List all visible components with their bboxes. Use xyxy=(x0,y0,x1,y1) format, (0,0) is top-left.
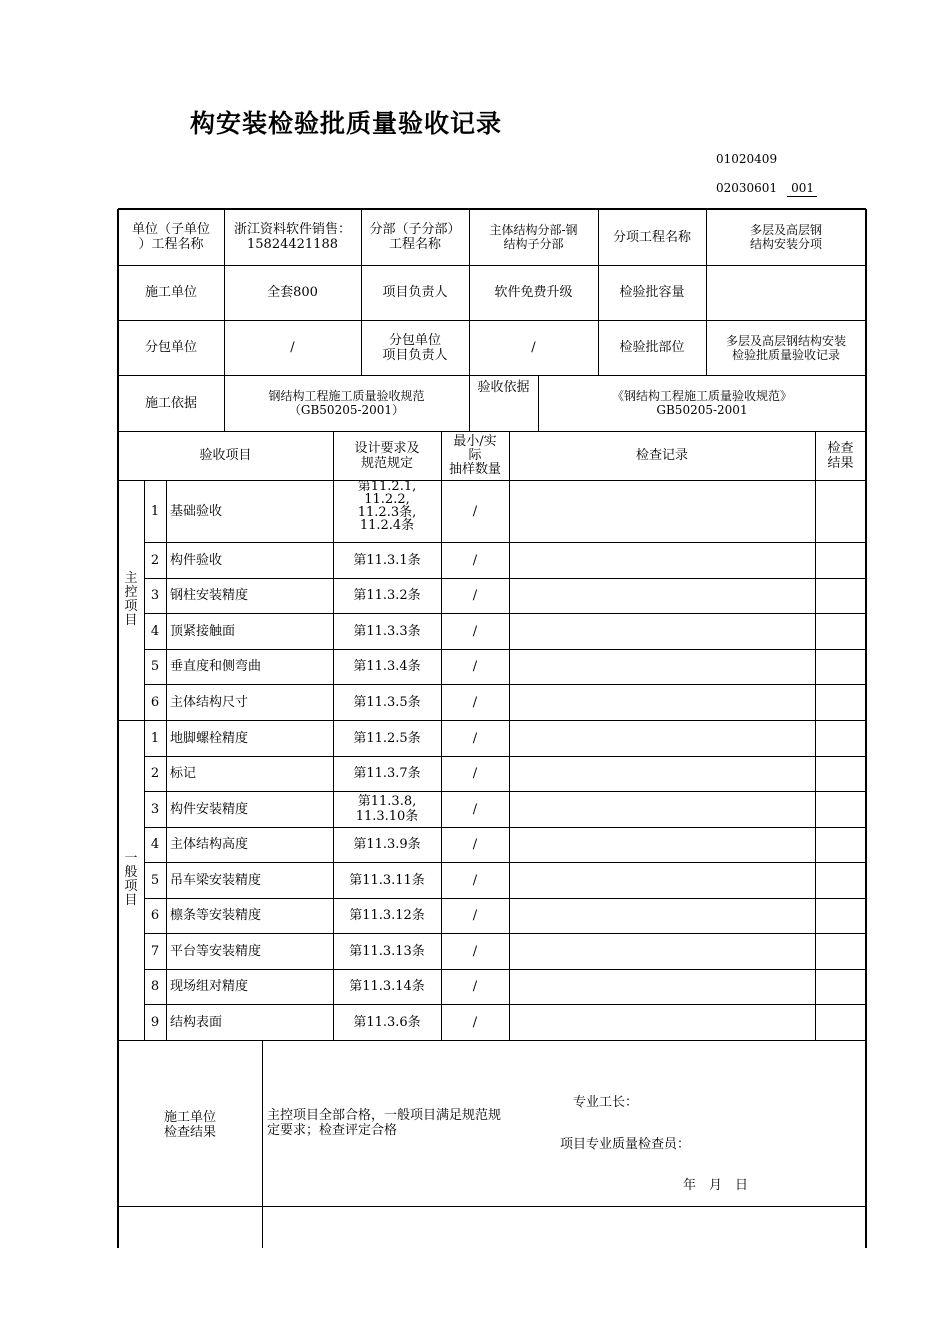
table-row-sample: / xyxy=(472,694,478,710)
table-row-sample: / xyxy=(472,943,478,959)
table-row-number: 5 xyxy=(150,659,160,674)
table-row-sample: / xyxy=(472,552,478,568)
table-row-number: 3 xyxy=(150,588,160,603)
unit-name-value: 浙江资料软件销售： 15824421188 xyxy=(233,222,351,252)
table-row-item: 现场组对精度 xyxy=(170,979,249,994)
table-row-clause: 第11.3.12条 xyxy=(349,908,425,923)
date-label: 年 月 日 xyxy=(683,1178,749,1193)
subcontractor-pm-label: 分包单位 项目负责人 xyxy=(382,332,448,363)
table-rule-v xyxy=(865,209,867,1248)
subcontractor-label: 分包单位 xyxy=(144,340,197,355)
table-row-number: 5 xyxy=(150,872,160,888)
table-rule-v xyxy=(815,480,816,1040)
table-row-clause: 第11.2.1, 11.2.2, 11.2.3条, 11.2.4条 xyxy=(357,480,417,533)
table-row-number: 6 xyxy=(150,694,160,710)
table-row-sample: / xyxy=(472,766,478,781)
project-manager-label: 项目负责人 xyxy=(382,285,448,300)
page-title: 构安装检验批质量验收记录 xyxy=(190,109,503,138)
acceptance-basis-label: 验收依据 xyxy=(477,380,530,395)
form-code-2 xyxy=(716,181,817,197)
contractor-value: 全套800 xyxy=(267,285,318,300)
table-row-item: 构件安装精度 xyxy=(170,801,249,817)
batch-location-value: 多层及高层钢结构安装 检验批质量验收记录 xyxy=(725,333,846,362)
table-row-clause: 第11.3.6条 xyxy=(353,1014,421,1030)
table-rule-v xyxy=(117,209,119,1248)
table-row-sample: / xyxy=(472,623,478,639)
subcontractor-pm-value: / xyxy=(531,340,536,355)
table-rule-h xyxy=(118,1040,866,1041)
form-code-1: 01020409 xyxy=(716,152,778,166)
table-row-sample: / xyxy=(472,908,478,923)
header-design: 设计要求及 规范规定 xyxy=(354,440,420,471)
table-row-clause: 第11.3.13条 xyxy=(349,943,425,959)
form-code-2-value: 02030601 xyxy=(716,181,778,195)
table-row-clause: 第11.3.3条 xyxy=(353,623,421,639)
table-rule-h xyxy=(118,1206,866,1207)
header-sample: 最小/实 际 抽样数量 xyxy=(448,433,501,477)
construction-basis-label: 施工依据 xyxy=(144,395,197,411)
table-row-number: 1 xyxy=(150,730,160,746)
table-row-clause: 第11.3.5条 xyxy=(353,694,421,710)
header-record: 检查记录 xyxy=(635,448,688,463)
table-row-sample: / xyxy=(472,730,478,746)
table-row-sample: / xyxy=(472,588,478,603)
table-row-number: 7 xyxy=(150,943,160,959)
table-row-item: 檩条等安装精度 xyxy=(170,908,262,923)
main-group-label-text: 主 控 项 目 xyxy=(124,571,138,628)
table-rule-v xyxy=(333,431,334,480)
project-manager-value: 软件免费升级 xyxy=(494,285,573,300)
batch-capacity-label: 检验批容量 xyxy=(619,285,685,300)
table-row-sample: / xyxy=(472,979,478,994)
general-group-label-text: 一 般 项 目 xyxy=(124,851,138,908)
table-row-item: 吊车梁安装精度 xyxy=(170,872,262,888)
table-row-sample: / xyxy=(472,872,478,888)
subitem-label: 分项工程名称 xyxy=(612,229,691,245)
table-row-sample: / xyxy=(472,503,478,519)
construction-basis-value: 钢结构工程施工质量验收规范 （GB50205-2001） xyxy=(268,389,425,417)
subitem-value: 多层及高层钢 结构安装分项 xyxy=(749,223,822,251)
table-row-sample: / xyxy=(472,801,478,817)
serial-number: 001 xyxy=(787,181,817,197)
table-row-number: 8 xyxy=(150,979,160,994)
table-row-number: 1 xyxy=(150,503,160,519)
table-row-clause: 第11.3.2条 xyxy=(353,588,421,603)
table-row-item: 钢柱安装精度 xyxy=(170,588,249,603)
table-row-item: 结构表面 xyxy=(170,1014,223,1030)
batch-location-label: 检验批部位 xyxy=(619,340,685,355)
table-row-sample: / xyxy=(472,837,478,852)
table-row-number: 4 xyxy=(150,837,160,852)
contractor-label: 施工单位 xyxy=(144,285,197,300)
table-row-item: 基础验收 xyxy=(170,503,223,519)
table-row-sample: / xyxy=(472,659,478,674)
header-item: 验收项目 xyxy=(199,448,252,463)
table-row-item: 顶紧接触面 xyxy=(170,623,236,639)
table-row-clause: 第11.3.4条 xyxy=(353,659,421,674)
foreman-signature-label: 专业工长： xyxy=(573,1095,639,1110)
subcontractor-value: / xyxy=(290,340,295,355)
inspector-signature-label: 项目专业质量检查员： xyxy=(560,1137,691,1152)
table-row-number: 9 xyxy=(150,1014,160,1030)
table-row-clause: 第11.3.7条 xyxy=(353,766,421,781)
division-value: 主体结构分部-钢 结构子分部 xyxy=(489,223,578,251)
header-result: 检查 结果 xyxy=(827,440,854,471)
contractor-result-label: 施工单位 检查结果 xyxy=(163,1110,216,1140)
table-row-number: 2 xyxy=(150,552,160,568)
table-row-number: 2 xyxy=(150,766,160,781)
table-row-clause: 第11.3.11条 xyxy=(349,872,425,888)
table-row-clause: 第11.3.8, 11.3.10条 xyxy=(355,794,419,824)
table-row-item: 垂直度和侧弯曲 xyxy=(170,659,262,674)
table-row-number: 6 xyxy=(150,908,160,923)
table-row-clause: 第11.3.9条 xyxy=(353,837,421,852)
table-row-number: 4 xyxy=(150,623,160,639)
table-rule-v xyxy=(815,431,816,480)
division-label: 分部（子分部） 工程名称 xyxy=(369,222,461,252)
acceptance-basis-value: 《钢结构工程施工质量验收规范》 GB50205-2001 xyxy=(611,389,792,417)
table-row-clause: 第11.3.14条 xyxy=(349,979,425,994)
table-row-item: 平台等安装精度 xyxy=(170,943,262,959)
table-row-clause: 第11.3.1条 xyxy=(353,552,421,568)
table-row-sample: / xyxy=(472,1014,478,1030)
table-row-item: 主体结构高度 xyxy=(170,837,249,852)
table-rule-v xyxy=(441,431,442,480)
table-row-item: 地脚螺栓精度 xyxy=(170,730,249,746)
main-group-label xyxy=(118,480,144,720)
table-row-item: 构件验收 xyxy=(170,552,223,568)
table-rule-v xyxy=(509,431,510,480)
table-rule-v xyxy=(262,1040,263,1248)
table-row-item: 标记 xyxy=(170,766,197,781)
batch-capacity-value xyxy=(706,265,866,320)
table-row-item: 主体结构尺寸 xyxy=(170,694,249,710)
general-group-label xyxy=(118,720,144,1040)
table-rule-v xyxy=(509,480,510,1040)
conclusion-text: 主控项目全部合格，一般项目满足规范规 定要求；检查评定合格 xyxy=(267,1108,502,1138)
table-row-clause: 第11.2.5条 xyxy=(353,730,421,746)
unit-name-label: 单位（子单位 ）工程名称 xyxy=(131,222,210,252)
table-row-number: 3 xyxy=(150,801,160,817)
